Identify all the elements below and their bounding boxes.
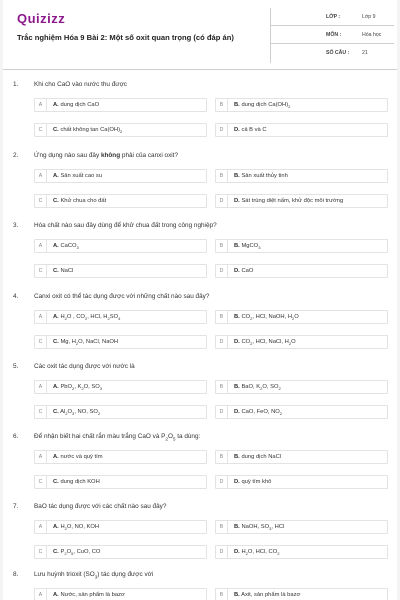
meta-row-subject [271,26,394,44]
option-d[interactable] [215,475,388,489]
page-title: Trắc nghiệm Hóa 9 Bài 2: Một số oxit quan trọng (có đáp án) [17,33,234,42]
option-text: B. MgCO$_3$ [234,243,261,251]
question-text: BaO tác dụng được với các chất nào sau đây? [34,503,167,510]
question-number: 2. [13,152,19,159]
option-a[interactable] [34,588,207,600]
option-d[interactable] [215,194,388,208]
option-c[interactable] [34,194,207,208]
question-3 [3,217,397,289]
option-letter: C [35,195,47,207]
option-letter: A [35,170,47,182]
option-letter: A [35,521,47,533]
option-text: C. Mg, $H_2O$, NaCl, NaOH [53,339,119,347]
option-letter: D [216,265,228,277]
option-b[interactable] [215,98,388,112]
question-5 [3,358,397,430]
option-text: B. BaO, $K_2O$, $SO_2$ [234,384,281,392]
option-text: D. quỳ tím khô [234,479,272,485]
option-letter: D [216,476,228,488]
option-letter: B [216,240,228,252]
option-a[interactable] [34,450,207,464]
option-a[interactable] [34,169,207,183]
question-text: Canxi oxit có thể tác dụng được với những chất nào sau đây? [34,293,210,300]
option-letter: A [35,381,47,393]
option-letter: C [35,124,47,136]
quiz-header [3,0,397,70]
option-letter: A [35,451,47,463]
option-text: B. NaOH, $SO_3$, HCl [234,524,285,532]
question-4 [3,288,397,360]
option-letter: D [216,336,228,348]
option-letter: C [35,336,47,348]
option-b[interactable] [215,239,388,253]
meta-value: Hóa học [362,32,382,38]
option-c[interactable] [34,475,207,489]
quizizz-logo[interactable]: Quizizz [17,11,66,26]
option-text: C. $P_2O_5$, CuO, CO [53,549,101,557]
option-c[interactable] [34,545,207,559]
option-text: D. CaO, FeO, $NO_2$ [234,409,283,417]
option-a[interactable] [34,520,207,534]
option-letter: B [216,589,228,600]
option-text: A. PbO$_2$, $K_2O$, $SO_3$ [53,384,103,392]
option-text: B. $CO_2$, HCl, NaOH, $H_2O$ [234,314,299,322]
option-d[interactable] [215,405,388,419]
question-number: 6. [13,433,19,440]
meta-value: Lớp 9 [362,14,376,20]
option-letter: C [35,546,47,558]
meta-key: LỚP : [326,14,341,20]
option-text: D. CaO [234,268,254,274]
option-letter: D [216,406,228,418]
option-text: B. dung dịch $Ca(OH)_2$ [234,102,291,110]
option-letter: D [216,124,228,136]
option-letter: B [216,99,228,111]
option-letter: C [35,476,47,488]
meta-key: MÔN : [326,32,342,38]
option-d[interactable] [215,545,388,559]
question-text: Khi cho CaO vào nước thu được [34,81,127,88]
option-b[interactable] [215,450,388,464]
question-8 [3,566,397,600]
meta-value: 21 [362,50,368,56]
option-c[interactable] [34,335,207,349]
question-2 [3,147,397,219]
option-a[interactable] [34,98,207,112]
option-d[interactable] [215,123,388,137]
question-text: Lưu huỳnh trioxit $(SO_3)$ tác dụng được với [34,571,154,580]
question-number: 5. [13,363,19,370]
option-d[interactable] [215,264,388,278]
option-text: A. dung dịch CaO [53,102,100,108]
option-letter: B [216,381,228,393]
option-letter: A [35,99,47,111]
option-text: C. $Al_2O_3$, NO, $SO_2$ [53,409,101,417]
question-text: Hóa chất nào sau đây dùng để khử chua đất trong công nghiệp? [34,222,217,229]
option-letter: A [35,240,47,252]
option-letter: B [216,521,228,533]
option-letter: A [35,311,47,323]
question-number: 4. [13,293,19,300]
option-text: D. cả B và C [234,127,267,133]
option-letter: C [35,265,47,277]
quiz-meta [270,8,393,63]
question-number: 7. [13,503,19,510]
option-letter: B [216,170,228,182]
option-letter: D [216,546,228,558]
option-text: C. chất không $\tan Ca(OH)_2$ [53,127,123,135]
question-number: 8. [13,571,19,578]
option-text: D. $CO_2$, HCl, NaCl, $H_2O$ [234,339,296,347]
option-letter: B [216,451,228,463]
option-text: C. dung dịch KOH [53,479,100,485]
option-b[interactable] [215,588,388,600]
option-letter: B [216,311,228,323]
question-text: Ứng dụng nào sau đây không phải của canxi oxit? [34,152,179,159]
option-text: D. $H_2O$, HCl, $CO_2$ [234,549,280,557]
option-text: B. dung dịch NaCl [234,454,282,460]
option-b[interactable] [215,169,388,183]
option-c[interactable] [34,123,207,137]
meta-row-class [271,8,394,26]
option-a[interactable] [34,310,207,324]
option-text: B. Axit, sản phẩm là bazơ [234,592,301,598]
question-1 [3,76,397,148]
question-number: 3. [13,222,19,229]
question-6 [3,428,397,500]
option-d[interactable] [215,335,388,349]
quiz-page [3,0,397,600]
option-text: D. Sát trùng diệt nấm, khử độc môi trường [234,198,344,204]
option-text: B. Sản xuất thủy tinh [234,173,288,179]
option-letter: D [216,195,228,207]
option-text: A. $H_2O$ , $CO_2$, HCl, $H_2SO_4$ [53,314,121,322]
option-b[interactable] [215,520,388,534]
option-letter: C [35,406,47,418]
meta-row-count [271,44,394,62]
option-c[interactable] [34,405,207,419]
option-text: A. Nước, sản phẩm là bazơ [53,592,125,598]
option-text: C. NaCl [53,268,74,274]
option-b[interactable] [215,380,388,394]
option-text: A. CaCO$_3$ [53,243,79,251]
question-number: 1. [13,81,19,88]
option-text: A. $H_2O$, NO, KOH [53,524,100,532]
option-text: A. Sản xuất cao su [53,173,103,179]
option-text: A. nước và quỳ tím [53,454,103,460]
question-7 [3,498,397,570]
option-a[interactable] [34,239,207,253]
question-text: Để nhận biết hai chất rắn màu trắng CaO và $P_2O_5$ ta dùng: [34,433,201,442]
option-text: C. Khử chua cho đất [53,198,107,204]
option-a[interactable] [34,380,207,394]
question-text: Các oxit tác dụng được với nước là [34,363,135,370]
meta-key: SỐ CÂU : [326,50,350,56]
option-b[interactable] [215,310,388,324]
option-c[interactable] [34,264,207,278]
option-letter: A [35,589,47,600]
